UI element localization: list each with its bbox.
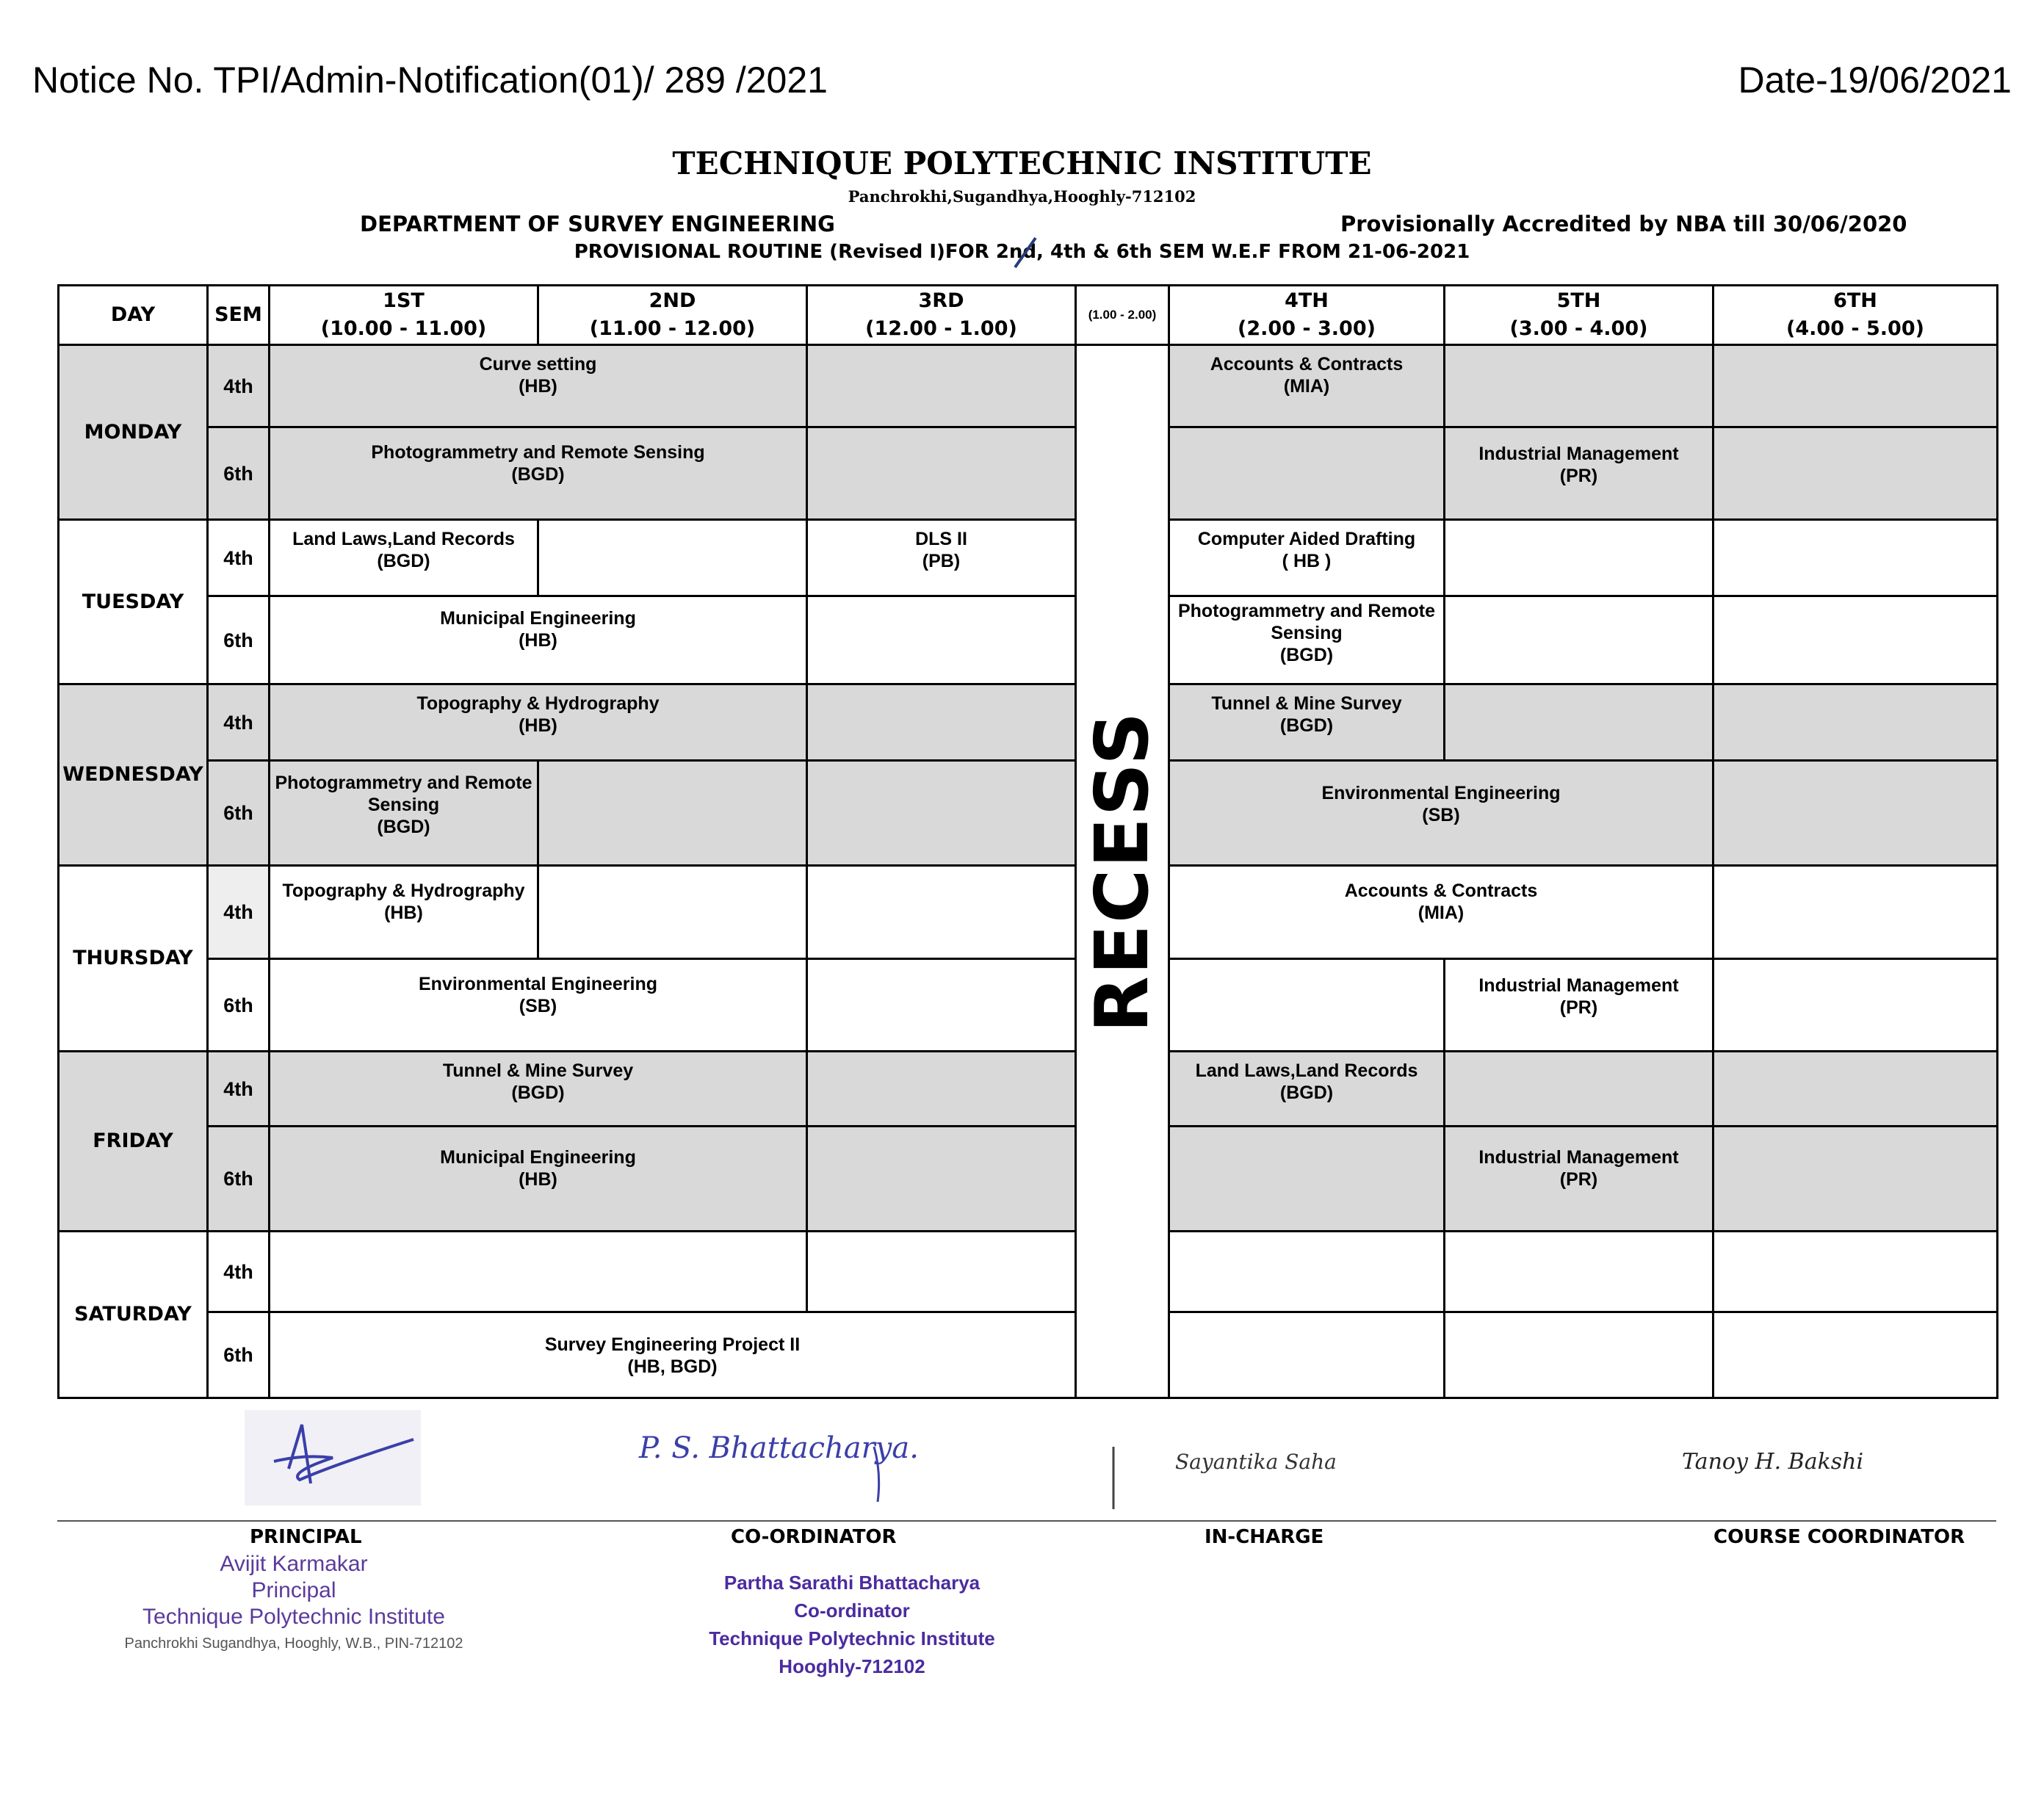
class-cell: Computer Aided Drafting ( HB ) xyxy=(1169,520,1445,596)
course-coordinator-title: COURSE COORDINATOR xyxy=(1713,1526,1965,1548)
empty-cell xyxy=(1713,520,1998,596)
class-cell: Photogrammetry and Remote Sensing (BGD) xyxy=(1169,596,1445,684)
principal-signature xyxy=(245,1410,421,1505)
empty-cell xyxy=(1445,596,1713,684)
class-cell: Environmental Engineering (SB) xyxy=(270,959,807,1052)
class-cell: Environmental Engineering (SB) xyxy=(1169,761,1713,866)
empty-cell xyxy=(1713,345,1998,427)
table-row xyxy=(59,427,1998,520)
empty-cell xyxy=(807,1232,1076,1312)
routine-table xyxy=(57,284,1998,1399)
recess-time-header: (1.00 - 2.00) xyxy=(1076,286,1169,345)
sem-cell: 6th xyxy=(208,761,270,866)
table-row xyxy=(59,1127,1998,1232)
empty-cell xyxy=(1445,520,1713,596)
recess-column xyxy=(1076,345,1169,1398)
class-cell: Tunnel & Mine Survey (BGD) xyxy=(270,1052,807,1127)
sem-cell: 6th xyxy=(208,596,270,684)
table-row xyxy=(59,1052,1998,1127)
class-cell: Municipal Engineering (HB) xyxy=(270,1127,807,1232)
class-cell: Topography & Hydrography (HB) xyxy=(270,684,807,761)
class-cell: Land Laws,Land Records (BGD) xyxy=(1169,1052,1445,1127)
period-2-header: 2ND (11.00 - 12.00) xyxy=(538,286,807,345)
empty-cell xyxy=(807,684,1076,761)
day-saturday: SATURDAY xyxy=(59,1232,208,1398)
class-cell: Municipal Engineering (HB) xyxy=(270,596,807,684)
empty-cell xyxy=(1169,959,1445,1052)
empty-cell xyxy=(1713,427,1998,520)
empty-cell xyxy=(1169,1232,1445,1312)
class-cell: Accounts & Contracts (MIA) xyxy=(1169,345,1445,427)
class-cell: Tunnel & Mine Survey (BGD) xyxy=(1169,684,1445,761)
sem-cell: 4th xyxy=(208,684,270,761)
empty-cell xyxy=(1445,1312,1713,1398)
table-row xyxy=(59,345,1998,427)
routine-title: PROVISIONAL ROUTINE (Revised I)FOR 2nd, 4th & 6th SEM W.E.F FROM 21-06-2021 xyxy=(574,241,1470,263)
table-row xyxy=(59,1312,1998,1398)
coordinator-signature xyxy=(632,1421,969,1509)
sem-cell: 4th xyxy=(208,520,270,596)
signature-divider xyxy=(57,1520,1996,1522)
class-cell: Land Laws,Land Records (BGD) xyxy=(270,520,538,596)
day-monday: MONDAY xyxy=(59,345,208,520)
empty-cell xyxy=(1445,1052,1713,1127)
class-cell: DLS II (PB) xyxy=(807,520,1076,596)
empty-cell xyxy=(1713,684,1998,761)
table-row xyxy=(59,761,1998,866)
period-1-header: 1ST (10.00 - 11.00) xyxy=(270,286,538,345)
empty-cell xyxy=(538,761,807,866)
empty-cell xyxy=(1169,427,1445,520)
period-3-header: 3RD (12.00 - 1.00) xyxy=(807,286,1076,345)
empty-cell xyxy=(1169,1127,1445,1232)
incharge-signature xyxy=(1109,1432,1388,1513)
svg-text:P. S. Bhattacharya.: P. S. Bhattacharya. xyxy=(639,1431,919,1465)
empty-cell xyxy=(538,866,807,959)
empty-cell xyxy=(538,520,807,596)
notice-number: Notice No. TPI/Admin-Notification(01)/ 289 /2021 xyxy=(32,59,828,101)
empty-cell xyxy=(1713,761,1998,866)
empty-cell xyxy=(807,345,1076,427)
day-column-header: DAY xyxy=(59,286,208,345)
class-cell: Photogrammetry and Remote Sensing (BGD) xyxy=(270,427,807,520)
sem-cell: 4th xyxy=(208,1232,270,1312)
class-cell: Accounts & Contracts (MIA) xyxy=(1169,866,1713,959)
empty-cell xyxy=(1713,959,1998,1052)
empty-cell xyxy=(807,959,1076,1052)
sem-cell: 6th xyxy=(208,959,270,1052)
empty-cell xyxy=(1445,345,1713,427)
sem-cell: 6th xyxy=(208,1312,270,1398)
incharge-title: IN-CHARGE xyxy=(1205,1526,1324,1548)
class-cell: Curve setting (HB) xyxy=(270,345,807,427)
table-row xyxy=(59,1232,1998,1312)
coordinator-stamp: Partha Sarathi Bhattacharya Co-ordinator Technique Polytechnic Institute Hooghly-712102 xyxy=(709,1572,995,1677)
table-row xyxy=(59,866,1998,959)
table-row xyxy=(59,520,1998,596)
period-6-header: 6TH (4.00 - 5.00) xyxy=(1713,286,1998,345)
period-5-header: 5TH (3.00 - 4.00) xyxy=(1445,286,1713,345)
table-row xyxy=(59,596,1998,684)
empty-cell xyxy=(1445,1232,1713,1312)
sem-cell: 6th xyxy=(208,427,270,520)
empty-cell xyxy=(1445,684,1713,761)
header-row xyxy=(59,286,1998,345)
empty-cell xyxy=(807,596,1076,684)
svg-text:Tanoy H. Bakshi: Tanoy H. Bakshi xyxy=(1682,1449,1864,1475)
class-cell: Industrial Management (PR) xyxy=(1445,427,1713,520)
day-wednesday: WEDNESDAY xyxy=(59,684,208,866)
institute-address: Panchrokhi,Sugandhya,Hooghly-712102 xyxy=(848,187,1196,206)
coordinator-title: CO-ORDINATOR xyxy=(731,1526,897,1548)
empty-cell xyxy=(1713,1232,1998,1312)
sem-cell: 4th xyxy=(208,345,270,427)
sem-column-header: SEM xyxy=(208,286,270,345)
strikethrough-mark xyxy=(1011,235,1040,270)
accreditation-note: Provisionally Accredited by NBA till 30/06/2020 xyxy=(1340,212,1907,236)
empty-cell xyxy=(1713,1052,1998,1127)
table-row xyxy=(59,959,1998,1052)
empty-cell xyxy=(807,1127,1076,1232)
notice-date: Date-19/06/2021 xyxy=(1738,59,2012,101)
course-coordinator-signature xyxy=(1667,1428,1946,1502)
class-cell: Industrial Management (PR) xyxy=(1445,959,1713,1052)
sem-cell: 4th xyxy=(208,1052,270,1127)
empty-cell xyxy=(807,866,1076,959)
institute-name: TECHNIQUE POLYTECHNIC INSTITUTE xyxy=(672,145,1372,181)
empty-cell xyxy=(270,1232,807,1312)
empty-cell xyxy=(807,1052,1076,1127)
empty-cell xyxy=(807,427,1076,520)
principal-stamp: Avijit Karmakar Principal Technique Polytechnic Institute Panchrokhi Sugandhya, Hooghly, W.B., PIN-712102 xyxy=(124,1552,463,1652)
sem-cell: 4th xyxy=(208,866,270,959)
class-cell: Topography & Hydrography (HB) xyxy=(270,866,538,959)
class-cell: Photogrammetry and Remote Sensing (BGD) xyxy=(270,761,538,866)
empty-cell xyxy=(807,761,1076,866)
day-thursday: THURSDAY xyxy=(59,866,208,1052)
principal-title: PRINCIPAL xyxy=(250,1526,362,1548)
svg-text:Sayantika Saha: Sayantika Saha xyxy=(1175,1450,1337,1474)
empty-cell xyxy=(1713,866,1998,959)
empty-cell xyxy=(1169,1312,1445,1398)
day-friday: FRIDAY xyxy=(59,1052,208,1232)
class-cell: Industrial Management (PR) xyxy=(1445,1127,1713,1232)
department-name: DEPARTMENT OF SURVEY ENGINEERING xyxy=(360,212,835,236)
class-cell: Survey Engineering Project II (HB, BGD) xyxy=(270,1312,1076,1398)
table-row xyxy=(59,684,1998,761)
period-4-header: 4TH (2.00 - 3.00) xyxy=(1169,286,1445,345)
empty-cell xyxy=(1713,596,1998,684)
sem-cell: 6th xyxy=(208,1127,270,1232)
day-tuesday: TUESDAY xyxy=(59,520,208,684)
recess-label: RECESS xyxy=(1079,710,1165,1033)
empty-cell xyxy=(1713,1127,1998,1232)
empty-cell xyxy=(1713,1312,1998,1398)
